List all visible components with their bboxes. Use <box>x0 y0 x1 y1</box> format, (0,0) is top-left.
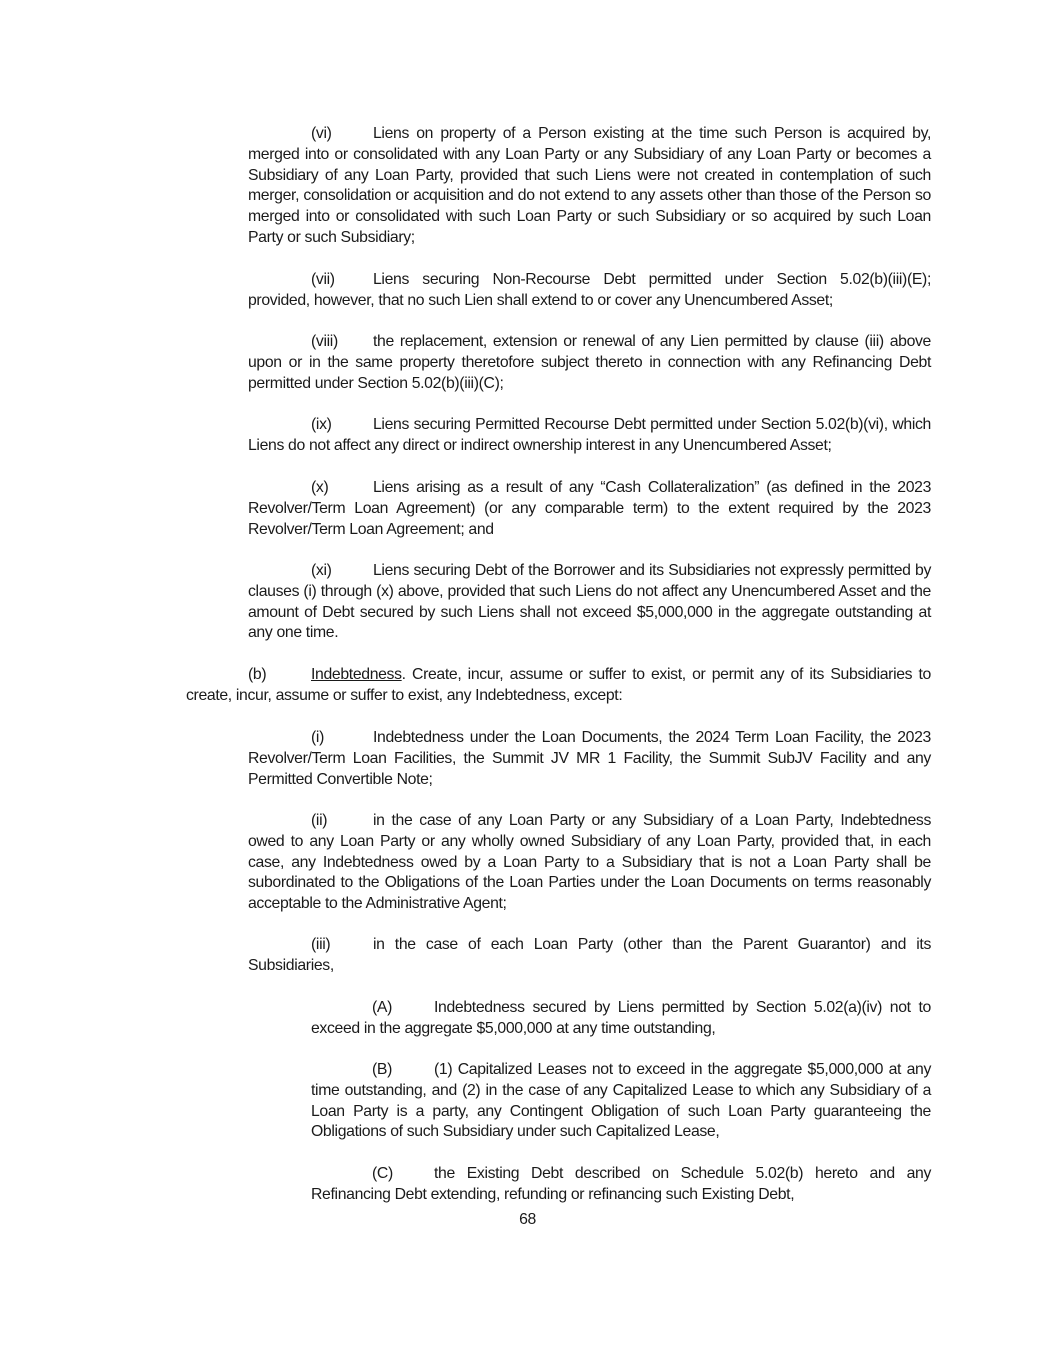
clause-ix <box>248 415 931 457</box>
section-b-indebtedness <box>186 665 931 707</box>
clause-text: in the case of any Loan Party or any Subsidiary of a Loan Party, Indebtedness owed to any Loan Party or any wholly owned Subsidiary of any Loan Party, provided that, in each case, any Indebtedness owed by a Loan Party to a Subsidiary that is not a Loan Party shall be subordinated to the Obligations of the Loan Parties under the Loan Documents on terms reasonably acceptable to the Administrative Agent; <box>248 812 931 913</box>
section-text: . Create, incur, assume or suffer to exist, or permit any of its Subsidiaries to create, incur, assume or suffer to exist, any Indebtedness, except: <box>186 666 931 704</box>
subclause-b <box>311 1060 931 1143</box>
subclause-text: Indebtedness secured by Liens permitted by Section 5.02(a)(iv) not to exceed in the aggregate $5,000,000 at any time outstanding, <box>311 999 931 1037</box>
subclause-number: (A) <box>372 999 393 1016</box>
clause-text: in the case of each Loan Party (other than the Parent Guarantor) and its Subsidiaries, <box>248 936 931 974</box>
clause-iii <box>248 935 931 977</box>
clause-text: the replacement, extension or renewal of any Lien permitted by clause (iii) above upon or in the same property theretofore subject thereto in connection with any Refinancing Debt permitted under Section 5.02(b)(iii)(C); <box>248 333 931 392</box>
section-heading: Indebtedness <box>311 666 402 683</box>
clause-number: (ii) <box>311 812 328 829</box>
clause-xi <box>248 561 931 644</box>
clause-number: (i) <box>311 729 324 746</box>
section-number: (b) <box>248 666 267 683</box>
clause-number: (ix) <box>311 416 332 433</box>
clause-text: Indebtedness under the Loan Documents, the 2024 Term Loan Facility, the 2023 Revolver/Term Loan Facilities, the Summit JV MR 1 Facility, the Summit SubJV Facility and any Permitted Convertible Note; <box>248 729 931 788</box>
clause-text: Liens on property of a Person existing at the time such Person is acquired by, merged into or consolidated with any Loan Party or any Subsidiary of any Loan Party or becomes a Subsidiary of any Loan Party, provided that such Liens were not created in contemplation of such merger, consolidation or acquisition and do not extend to any assets other than those of the Person so merged into or consolidated with such Loan Party or such Subsidiary or so acquired by such Loan Party or such Subsidiary; <box>248 125 931 246</box>
subclause-text: the Existing Debt described on Schedule 5.02(b) hereto and any Refinancing Debt extending, refunding or refinancing such Existing Debt, <box>311 1165 931 1203</box>
subclause-number: (C) <box>372 1165 393 1182</box>
clause-number: (iii) <box>311 936 331 953</box>
clause-viii <box>248 332 931 394</box>
clause-number: (vii) <box>311 271 335 288</box>
subclause-a <box>311 998 931 1040</box>
clause-text: Liens securing Debt of the Borrower and its Subsidiaries not expressly permitted by clauses (i) through (x) above, provided that such Liens do not affect any Unencumbered Asset and the amount of Debt secured by such Liens shall not exceed $5,000,000 in the aggregate outstanding at any one time. <box>248 562 931 642</box>
clause-vi <box>248 124 931 249</box>
clause-text: Liens securing Non-Recourse Debt permitted under Section 5.02(b)(iii)(E); provided, however, that no such Lien shall extend to or cover any Unencumbered Asset; <box>248 271 931 309</box>
clause-text: Liens securing Permitted Recourse Debt permitted under Section 5.02(b)(vi), which Liens do not affect any direct or indirect ownership interest in any Unencumbered Asset; <box>248 416 931 454</box>
clause-number: (xi) <box>311 562 332 579</box>
clause-i <box>248 728 931 790</box>
clause-x <box>248 478 931 540</box>
page-number: 68 <box>519 1211 536 1228</box>
clause-vii <box>248 270 931 312</box>
clause-text: Liens arising as a result of any “Cash Collateralization” (as defined in the 2023 Revolver/Term Loan Agreement) (or any comparable term) to the extent required by the 2023 Revolver/Term Loan Agreement; and <box>248 479 931 538</box>
clause-number: (x) <box>311 479 329 496</box>
subclause-number: (B) <box>372 1061 393 1078</box>
clause-number: (vi) <box>311 125 332 142</box>
clause-ii <box>248 811 931 915</box>
subclause-text: (1) Capitalized Leases not to exceed in the aggregate $5,000,000 at any time outstanding, and (2) in the case of any Capitalized Lease to which any Subsidiary of a Loan Party is a party, any Contingent Obligation of such Loan Party guaranteeing the Obligations of such Subsidiary under such Capitalized Lease, <box>311 1061 931 1141</box>
clause-number: (viii) <box>311 333 338 350</box>
subclause-c <box>311 1164 931 1206</box>
